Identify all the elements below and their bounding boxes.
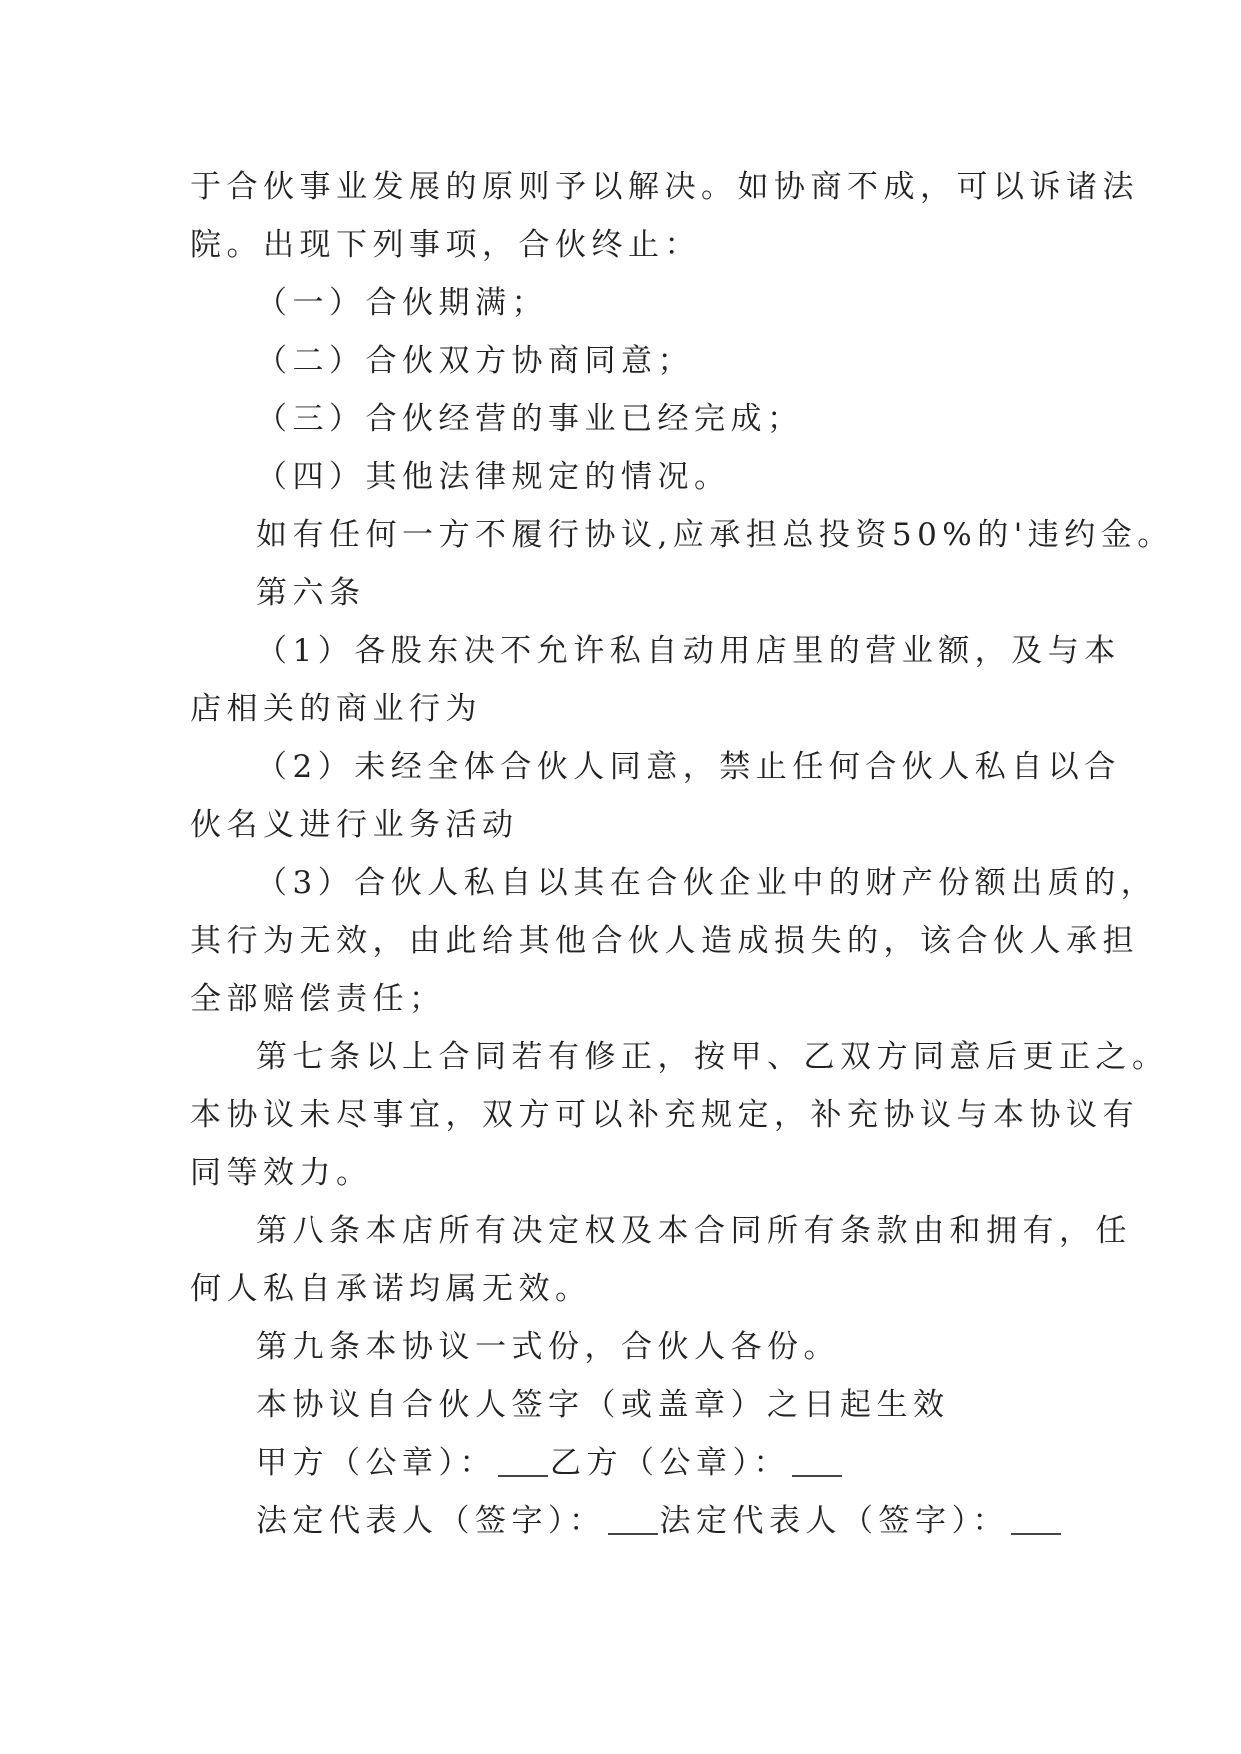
- article-7: 第七条以上合同若有修正，按甲、乙双方同意后更正之。: [256, 1039, 1169, 1075]
- article-6-item-3-cont: 其行为无效，由此给其他合伙人造成损失的，该合伙人承担: [190, 923, 1139, 959]
- article-6-item-1: （1）各股东决不允许私自动用店里的营业额，及与本: [256, 633, 1121, 669]
- rep-b-label: 法定代表人（签字）：: [659, 1503, 1009, 1539]
- article-7-cont: 同等效力。: [190, 1155, 373, 1191]
- seal-line: [190, 1434, 1070, 1492]
- party-b-seal-label: 乙方（公章）：: [550, 1445, 790, 1481]
- effective-clause: 本协议自合伙人签字（或盖章）之日起生效: [256, 1387, 950, 1423]
- termination-item-1: （一）合伙期满；: [256, 285, 548, 321]
- rep-b-blank: [1011, 1531, 1061, 1535]
- party-a-seal-blank: [498, 1473, 548, 1477]
- article-9: 第九条本协议一式份，合伙人各份。: [256, 1329, 840, 1365]
- article-6-heading: 第六条: [256, 575, 366, 611]
- article-6-item-3: （3）合伙人私自以其在合伙企业中的财产份额出质的，: [256, 865, 1158, 901]
- paragraph-line: 于合伙事业发展的原则予以解决。如协商不成，可以诉诸法: [190, 169, 1139, 205]
- article-7-cont: 本协议未尽事宜，双方可以补充规定，补充协议与本协议有: [190, 1097, 1139, 1133]
- rep-a-blank: [608, 1531, 658, 1535]
- paragraph-line: 院。出现下列事项，合伙终止：: [190, 227, 701, 263]
- article-8: 第八条本店所有决定权及本合同所有条款由和拥有，任: [256, 1213, 1132, 1249]
- article-6-item-2: （2）未经全体合伙人同意，禁止任何合伙人私自以合: [256, 749, 1121, 785]
- termination-item-3: （三）合伙经营的事业已经完成；: [256, 401, 804, 437]
- party-b-seal-blank: [792, 1473, 842, 1477]
- article-6-item-3-cont: 全部赔偿责任；: [190, 981, 446, 1017]
- article-6-item-2-cont: 伙名义进行业务活动: [190, 807, 519, 843]
- representative-line: [190, 1492, 1070, 1550]
- termination-item-2: （二）合伙双方协商同意；: [256, 343, 694, 379]
- article-8-cont: 何人私自承诺均属无效。: [190, 1271, 592, 1307]
- party-a-seal-label: 甲方（公章）：: [256, 1445, 496, 1481]
- document-body: [190, 158, 1174, 1550]
- penalty-clause: 如有任何一方不履行协议,应承担总投资50%的'违约金。: [256, 517, 1174, 553]
- termination-item-4: （四）其他法律规定的情况。: [256, 459, 731, 495]
- article-6-item-1-cont: 店相关的商业行为: [190, 691, 482, 727]
- rep-a-label: 法定代表人（签字）：: [256, 1503, 606, 1539]
